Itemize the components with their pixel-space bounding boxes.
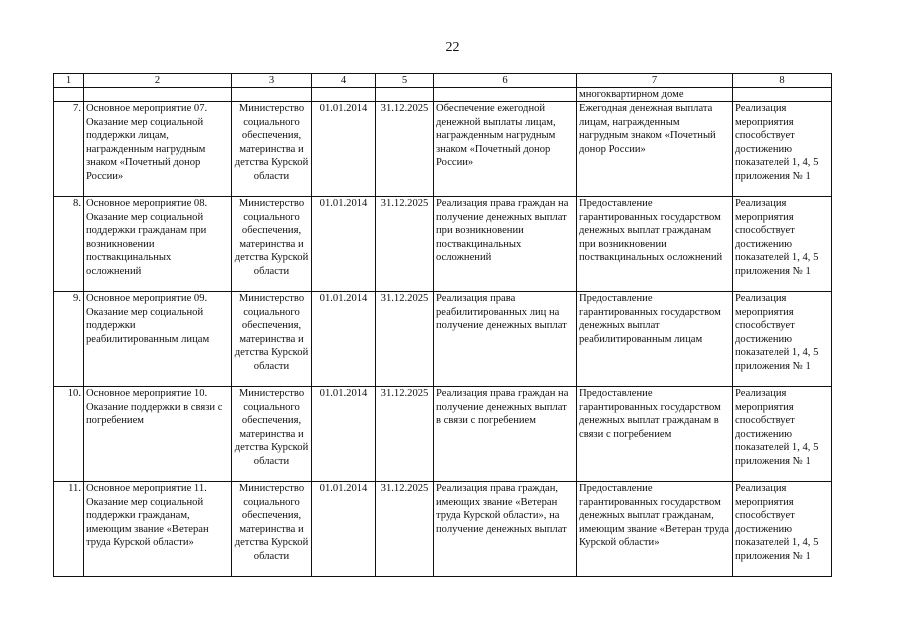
table-row xyxy=(54,102,832,197)
column-header: 2 xyxy=(84,74,232,88)
column-header: 1 xyxy=(54,74,84,88)
start-date-cell: 01.01.2014 xyxy=(312,387,376,482)
end-date-cell: 31.12.2025 xyxy=(376,482,434,577)
executor-cell: Министерство социального обеспечения, материнства и детства Курской области xyxy=(232,102,312,197)
column-header: 4 xyxy=(312,74,376,88)
end-date-cell: 31.12.2025 xyxy=(376,292,434,387)
result-cell: Обеспечение ежегодной денежной выплаты лицам, награжденным нагрудным знаком «Почетный донор России» xyxy=(434,102,577,197)
row-number: 7. xyxy=(54,102,84,197)
column-header: 8 xyxy=(733,74,832,88)
measure-cell: Основное мероприятие 07. Оказание мер социальной поддержки лицам, награжденным нагрудным знаком «Почетный донор России» xyxy=(84,102,232,197)
page-number: 22 xyxy=(445,40,460,55)
column-header: 3 xyxy=(232,74,312,88)
content-cell: Предоставление гарантированных государством денежных выплат гражданам, имеющим звание «Ветеран труда Курской области» xyxy=(577,482,733,577)
measures-table xyxy=(53,73,832,577)
measure-cell: Основное мероприятие 08. Оказание мер социальной поддержки гражданам при возникновении поствакцинальных осложнений xyxy=(84,197,232,292)
table-cell xyxy=(376,88,434,102)
link-cell: Реализация мероприятия способствует достижению показателей 1, 4, 5 приложения № 1 xyxy=(733,292,832,387)
start-date-cell: 01.01.2014 xyxy=(312,482,376,577)
row-number: 11. xyxy=(54,482,84,577)
table-row xyxy=(54,292,832,387)
result-cell: Реализация права граждан, имеющих звание «Ветеран труда Курской области», на получение денежных выплат xyxy=(434,482,577,577)
end-date-cell: 31.12.2025 xyxy=(376,102,434,197)
link-cell: Реализация мероприятия способствует достижению показателей 1, 4, 5 приложения № 1 xyxy=(733,482,832,577)
start-date-cell: 01.01.2014 xyxy=(312,197,376,292)
measure-cell: Основное мероприятие 11. Оказание мер социальной поддержки гражданам, имеющим звание «Ветеран труда Курской области» xyxy=(84,482,232,577)
content-cell: Ежегодная денежная выплата лицам, награжденным нагрудным знаком «Почетный донор России» xyxy=(577,102,733,197)
link-cell: Реализация мероприятия способствует достижению показателей 1, 4, 5 приложения № 1 xyxy=(733,197,832,292)
executor-cell: Министерство социального обеспечения, материнства и детства Курской области xyxy=(232,292,312,387)
content-cell: Предоставление гарантированных государством денежных выплат реабилитированным лицам xyxy=(577,292,733,387)
measure-cell: Основное мероприятие 10. Оказание поддержки в связи с погребением xyxy=(84,387,232,482)
end-date-cell: 31.12.2025 xyxy=(376,387,434,482)
row-number: 9. xyxy=(54,292,84,387)
end-date-cell: 31.12.2025 xyxy=(376,197,434,292)
link-cell: Реализация мероприятия способствует достижению показателей 1, 4, 5 приложения № 1 xyxy=(733,102,832,197)
column-header: 6 xyxy=(434,74,577,88)
table-cell xyxy=(434,88,577,102)
table-cell: многоквартирном доме xyxy=(577,88,733,102)
content-cell: Предоставление гарантированных государством денежных выплат гражданам при возникновении поствакцинальных осложнений xyxy=(577,197,733,292)
table-cell xyxy=(232,88,312,102)
executor-cell: Министерство социального обеспечения, материнства и детства Курской области xyxy=(232,197,312,292)
column-header: 7 xyxy=(577,74,733,88)
result-cell: Реализация права граждан на получение денежных выплат при возникновении поствакцинальных осложнений xyxy=(434,197,577,292)
column-header: 5 xyxy=(376,74,434,88)
start-date-cell: 01.01.2014 xyxy=(312,292,376,387)
column-header-row xyxy=(54,74,832,88)
table-cell xyxy=(54,88,84,102)
result-cell: Реализация права реабилитированных лиц на получение денежных выплат xyxy=(434,292,577,387)
measure-cell: Основное мероприятие 09. Оказание мер социальной поддержки реабилитированным лицам xyxy=(84,292,232,387)
table-cell xyxy=(733,88,832,102)
table-row xyxy=(54,482,832,577)
executor-cell: Министерство социального обеспечения, материнства и детства Курской области xyxy=(232,482,312,577)
executor-cell: Министерство социального обеспечения, материнства и детства Курской области xyxy=(232,387,312,482)
link-cell: Реализация мероприятия способствует достижению показателей 1, 4, 5 приложения № 1 xyxy=(733,387,832,482)
row-number: 8. xyxy=(54,197,84,292)
continuation-row xyxy=(54,88,832,102)
start-date-cell: 01.01.2014 xyxy=(312,102,376,197)
table-cell xyxy=(84,88,232,102)
result-cell: Реализация права граждан на получение денежных выплат в связи с погребением xyxy=(434,387,577,482)
content-cell: Предоставление гарантированных государством денежных выплат гражданам в связи с погребением xyxy=(577,387,733,482)
table-row xyxy=(54,387,832,482)
table-cell xyxy=(312,88,376,102)
table-row xyxy=(54,197,832,292)
row-number: 10. xyxy=(54,387,84,482)
